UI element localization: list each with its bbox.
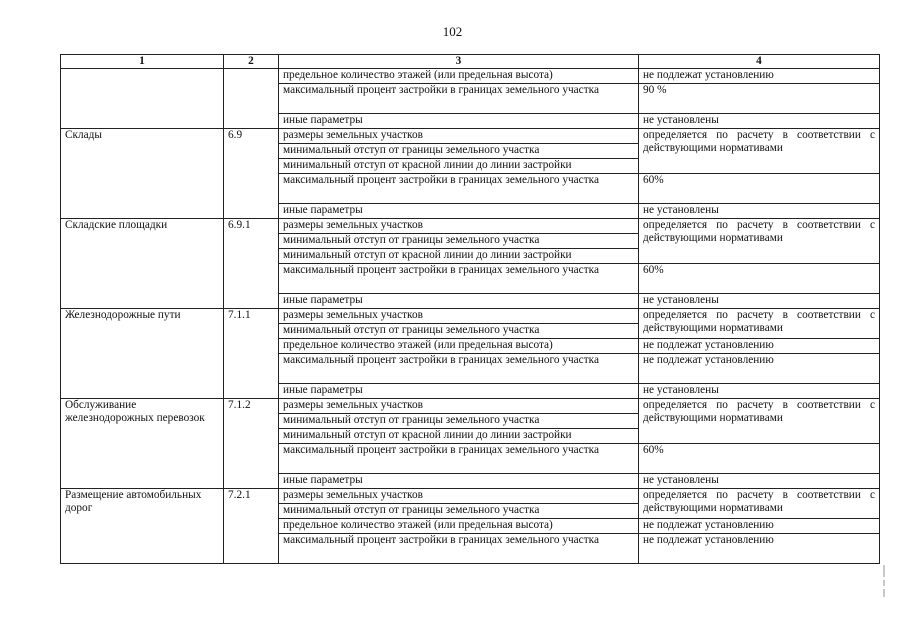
parameter-value: 60% <box>639 174 880 204</box>
parameter-value: 60% <box>639 264 880 294</box>
parameter-name: размеры земельных участков <box>279 309 639 324</box>
header-row <box>61 55 880 69</box>
parameter-name: размеры земельных участков <box>279 129 639 144</box>
parameter-value: не подлежат установлению <box>639 354 880 384</box>
parameter-value: определяется по расчету в соответствии с действующими нормативами <box>639 489 880 519</box>
scan-edge-mark <box>883 580 885 586</box>
use-type-code: 7.1.1 <box>224 309 279 399</box>
use-type-code: 6.9 <box>224 129 279 219</box>
table-row <box>61 69 880 84</box>
table-row <box>61 489 880 504</box>
parameter-name: минимальный отступ от границы земельного участка <box>279 504 639 519</box>
header-cell-1: 1 <box>61 55 224 69</box>
parameter-name: предельное количество этажей (или предельная высота) <box>279 69 639 84</box>
parameter-value: не подлежат установлению <box>639 339 880 354</box>
parameter-name: максимальный процент застройки в границах земельного участка <box>279 174 639 204</box>
parameter-name: предельное количество этажей (или предельная высота) <box>279 339 639 354</box>
scan-edge-mark <box>883 589 885 597</box>
parameter-name: иные параметры <box>279 294 639 309</box>
parameter-value: не установлены <box>639 114 880 129</box>
table-row <box>61 219 880 234</box>
table-row <box>61 129 880 144</box>
use-type-name: Склады <box>61 129 224 219</box>
parameter-value: не установлены <box>639 204 880 219</box>
use-type-name: Размещение автомобильных дорог <box>61 489 224 564</box>
parameter-value: не установлены <box>639 474 880 489</box>
use-type-code: 7.2.1 <box>224 489 279 564</box>
page-number: 102 <box>442 24 463 39</box>
parameter-value: определяется по расчету в соответствии с действующими нормативами <box>639 219 880 264</box>
parameter-name: минимальный отступ от красной линии до линии застройки <box>279 159 639 174</box>
header-cell-3: 3 <box>279 55 639 69</box>
use-type-code <box>224 69 279 129</box>
table-row <box>61 309 880 324</box>
use-type-name: Железнодорожные пути <box>61 309 224 399</box>
header-cell-4: 4 <box>639 55 880 69</box>
use-type-name: Складские площадки <box>61 219 224 309</box>
parameter-name: максимальный процент застройки в границах земельного участка <box>279 444 639 474</box>
parameter-name: минимальный отступ от красной линии до линии застройки <box>279 429 639 444</box>
parameter-name: иные параметры <box>279 384 639 399</box>
parameter-name: размеры земельных участков <box>279 489 639 504</box>
parameter-value: не подлежат установлению <box>639 519 880 534</box>
parameter-name: иные параметры <box>279 204 639 219</box>
use-type-name: Обслуживание железнодорожных перевозок <box>61 399 224 489</box>
parameter-name: минимальный отступ от границы земельного участка <box>279 234 639 249</box>
parameter-name: размеры земельных участков <box>279 219 639 234</box>
parameter-name: максимальный процент застройки в границах земельного участка <box>279 264 639 294</box>
parameter-name: максимальный процент застройки в границах земельного участка <box>279 84 639 114</box>
parameter-name: предельное количество этажей (или предельная высота) <box>279 519 639 534</box>
parameter-name: минимальный отступ от красной линии до линии застройки <box>279 249 639 264</box>
parameter-name: иные параметры <box>279 114 639 129</box>
header-cell-2: 2 <box>224 55 279 69</box>
table-body <box>61 69 880 564</box>
parameter-name: минимальный отступ от границы земельного участка <box>279 324 639 339</box>
parameter-value: не подлежат установлению <box>639 534 880 564</box>
parameter-name: размеры земельных участков <box>279 399 639 414</box>
parameter-name: иные параметры <box>279 474 639 489</box>
parameter-value: 90 % <box>639 84 880 114</box>
parameter-name: минимальный отступ от границы земельного участка <box>279 414 639 429</box>
parameter-name: минимальный отступ от границы земельного участка <box>279 144 639 159</box>
parameter-value: не установлены <box>639 384 880 399</box>
use-type-code: 7.1.2 <box>224 399 279 489</box>
table-row <box>61 399 880 414</box>
parameter-value: не установлены <box>639 294 880 309</box>
parameter-value: не подлежат установлению <box>639 69 880 84</box>
use-type-name <box>61 69 224 129</box>
scan-edge-mark <box>883 565 885 577</box>
use-type-code: 6.9.1 <box>224 219 279 309</box>
parameter-value: определяется по расчету в соответствии с действующими нормативами <box>639 309 880 339</box>
parameter-value: определяется по расчету в соответствии с действующими нормативами <box>639 129 880 174</box>
parameter-value: определяется по расчету в соответствии с действующими нормативами <box>639 399 880 444</box>
parameter-name: максимальный процент застройки в границах земельного участка <box>279 354 639 384</box>
parameters-table <box>60 54 880 564</box>
parameter-value: 60% <box>639 444 880 474</box>
parameter-name: максимальный процент застройки в границах земельного участка <box>279 534 639 564</box>
